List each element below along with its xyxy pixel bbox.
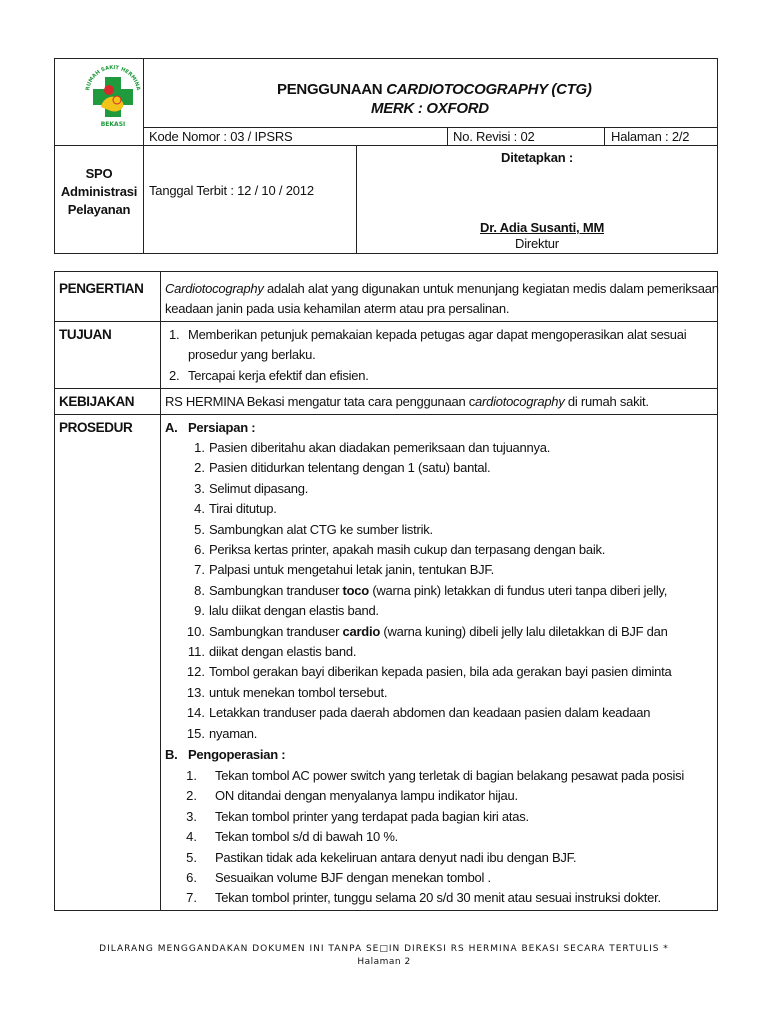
list-item-number: 7. [186,890,197,906]
signer-title: Direktur [515,236,559,251]
list-item: Sambungkan tranduser cardio (warna kuning) dibeli jelly lalu diletakkan di BJF dan [209,623,668,639]
ditetapkan-label: Ditetapkan : [501,150,574,165]
list-item-number: 5. [194,521,205,537]
list-item: Tekan tombol printer, tunggu selama 20 s/d 30 menit atau sesuai instruksi dokter. [215,890,661,906]
spo-label: SPO [85,166,113,181]
prosedur-label: PROSEDUR [59,420,133,435]
list-item-number: 15. [186,725,205,741]
list-item-number: 5. [186,849,197,865]
pengertian-label: PENGERTIAN [59,281,144,296]
pengertian-text-line1: Cardiotocography adalah alat yang digunakan untuk menunjang kegiatan medis dalam pemeriksaan [165,281,719,296]
list-item: Periksa kertas printer, apakah masih cukup dan terpasang dengan baik. [209,542,606,557]
no-revisi: No. Revisi : 02 [453,129,535,144]
list-item: Tekan tombol s/d di bawah 10 %. [215,829,399,845]
signer-name: Dr. Adia Susanti, MM [480,220,605,235]
list-item: Tekan tombol printer yang terdapat pada bagian kiri atas. [215,808,529,824]
list-item: lalu diikat dengan elastis band. [209,603,379,619]
list-item: Sambungkan tranduser toco (warna pink) letakkan di fundus uteri tanpa diberi jelly, [209,582,668,598]
list-item: Sesuaikan volume BJF dengan menekan tombol . [215,870,491,885]
list-item: ON ditandai dengan menyalanya lampu indikator hijau. [215,788,518,804]
list-item: nyaman. [209,725,258,741]
halaman-number: Halaman : 2/2 [611,129,690,144]
hospital-logo [83,63,143,129]
document-title: PENGGUNAAN CARDIOTOCOGRAPHY (CTG) [277,81,592,98]
list-item: Tekan tombol AC power switch yang terletak di bagian belakang pesawat pada posisi [215,768,684,783]
list-item-number: 9. [194,603,205,619]
list-item-number: 7. [194,562,205,578]
list-item: Pastikan tidak ada kekeliruan antara denyut nadi ibu dengan BJF. [215,849,577,865]
spo-administrasi: Administrasi [60,184,138,199]
list-item-number: 4. [186,829,197,845]
list-item: untuk menekan tombol tersebut. [209,684,388,700]
list-item: Sambungkan alat CTG ke sumber listrik. [209,521,433,537]
list-item-number: 12. [186,664,205,680]
list-item-number: 10. [186,623,205,639]
tanggal-terbit: Tanggal Terbit : 12 / 10 / 2012 [149,183,314,198]
list-item-number: 8. [194,582,205,598]
list-item: diikat dengan elastis band. [209,644,357,659]
list-item-number: 1. [194,440,205,455]
list-item-number: 2. [194,460,205,476]
list-item-number: 14. [186,705,205,721]
list-item-number: 4. [194,501,205,517]
pengoperasian-heading: Pengoperasian : [188,747,286,762]
list-item-number: 6. [186,870,197,885]
tujuan-label: TUJUAN [59,327,112,342]
tujuan-item-text-cont: prosedur yang berlaku. [188,347,316,362]
footer-disclaimer: DILARANG MENGGANDAKAN DOKUMEN INI TANPA SE□IN DIREKSI RS HERMINA BEKASI SECARA TERTULIS * [99,944,669,954]
list-item-number: 13. [186,684,205,700]
tujuan-item-number: 1. [169,327,180,342]
sub-heading-letter: B. [165,747,178,762]
list-item: Tombol gerakan bayi diberikan kepada pasien, bila ada gerakan bayi pasien diminta [209,664,672,680]
persiapan-heading: Persiapan : [188,420,256,435]
kebijakan-label: KEBIJAKAN [59,394,135,409]
procedure-table [54,271,718,911]
list-item-number: 3. [186,808,197,824]
kode-nomor: Kode Nomor : 03 / IPSRS [149,129,293,144]
list-item-number: 6. [194,542,205,557]
list-item-number: 2. [186,788,197,804]
logo-bottom-text: BEKASI [100,121,126,128]
list-item: Pasien diberitahu akan diadakan pemeriksaan dan tujuannya. [209,440,551,455]
list-item-number: 3. [194,480,205,496]
pengertian-text-line2: keadaan janin pada usia kehamilan aterm atau pra persalinan. [165,301,510,316]
tujuan-item-text: Tercapai kerja efektif dan efisien. [188,368,369,383]
sub-heading-letter: A. [165,420,178,435]
tujuan-item-text: Memberikan petunjuk pemakaian kepada petugas agar dapat mengoperasikan alat sesuai [188,327,687,342]
footer-page-number: Halaman 2 [357,957,411,967]
logo-arc-text: RUMAH SAKIT HERMINA [85,64,141,92]
spo-pelayanan: Pelayanan [67,202,131,217]
tujuan-item-number: 2. [169,368,180,383]
document-header [54,58,718,254]
list-item-number: 1. [186,768,197,783]
list-item: Palpasi untuk mengetahui letak janin, tentukan BJF. [209,562,494,578]
list-item: Tirai ditutup. [209,501,277,517]
list-item: Selimut dipasang. [209,480,309,496]
list-item: Pasien ditidurkan telentang dengan 1 (satu) bantal. [209,460,491,476]
document-subtitle: MERK : OXFORD [371,100,489,117]
kebijakan-text: RS HERMINA Bekasi mengatur tata cara penggunaan cardiotocography di rumah sakit. [165,394,649,409]
list-item-number: 11. [187,644,205,659]
list-item: Letakkan tranduser pada daerah abdomen dan keadaan pasien dalam keadaan [209,705,651,721]
